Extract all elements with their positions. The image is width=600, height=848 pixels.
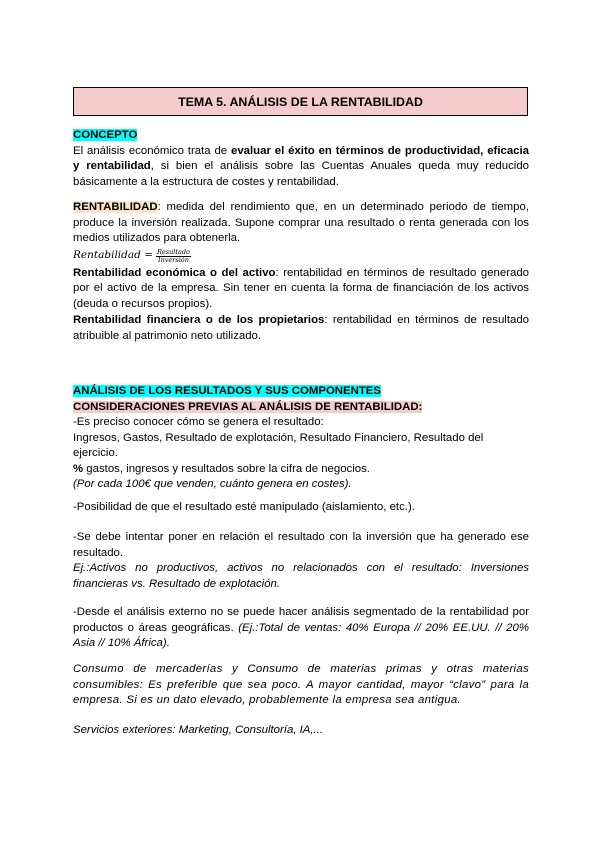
concepto-section [73, 128, 529, 190]
paragraph-inversion-text: -Se debe intentar poner en relación el resultado con la inversión que ha generado ese resultado. [73, 531, 529, 559]
concepto-heading: CONCEPTO [73, 129, 138, 141]
paragraph-servicios: Servicios exteriores: Marketing, Consultoría, IA,... [73, 724, 324, 736]
rentabilidad-economica-term: Rentabilidad económica o del activo [73, 266, 276, 279]
rentabilidad-economica [73, 266, 529, 313]
concepto-text-bold: evaluar el éxito en términos de productividad, eficacia y rentabilidad [73, 144, 529, 172]
rentabilidad-financiera-def: : rentabilidad en términos de resultado atribuible al patrimonio neto utilizado. [73, 314, 529, 342]
paragraph-inversion-example: Ej.:Activos no productivos, activos no relacionados con el resultado: Inversiones financieras vs. Resultado de explotación. [73, 562, 529, 590]
analisis-line-1: -Es preciso conocer cómo se genera el resultado: [73, 416, 324, 428]
rentabilidad-section [73, 200, 529, 344]
rentabilidad-def: : medida del rendimiento que, en un determinado periodo de tiempo, produce la inversión realizada. Supone comprar una resultado o renta generada con los medios utilizados para obtenerla. [73, 201, 529, 244]
concepto-paragraph [73, 144, 529, 191]
paragraph-segmentado-text: -Desde el análisis externo no se puede hacer análisis segmentado de la rentabilidad por productos o áreas geográficas. [73, 606, 529, 634]
percent-sign: % [73, 462, 84, 475]
rentabilidad-formula [73, 247, 529, 266]
paragraph-consumo: Consumo de mercaderías y Consumo de materias primas y otras materias consumibles: Es preferible que sea poco. A mayor cantidad, mayor “clavo” para la empresa. Si es un dato elevado, probablemente la empresa sea antigua. [73, 663, 529, 706]
rentabilidad-financiera-term: Rentabilidad financiera o de los propietarios [73, 314, 325, 326]
analisis-subheading: CONSIDERACIONES PREVIAS AL ANÁLISIS DE RENTABILIDAD: [73, 400, 423, 413]
analisis-section [73, 384, 529, 493]
rentabilidad-financiera [73, 313, 529, 344]
formula-numerator: Resultado [157, 247, 190, 256]
formula-denominator: Inversión [158, 255, 189, 264]
formula-fraction [156, 249, 191, 264]
analisis-line-3 [73, 462, 529, 478]
analisis-line-3-text: gastos, ingresos y resultados sobre la cifra de negocios. [83, 462, 370, 475]
rentabilidad-definition [73, 200, 529, 247]
page-title-text: TEMA 5. ANÁLISIS DE LA RENTABILIDAD [178, 94, 423, 109]
formula-label: Rentabilidad = [73, 249, 153, 262]
rentabilidad-economica-def: : rentabilidad en términos de resultado generado por el activo de la empresa. Sin tener en cuenta la forma de financiación de los activos (deuda o recursos propios). [73, 266, 529, 310]
rentabilidad-term: RENTABILIDAD [73, 201, 158, 213]
paragraph-segmentado-example: (Ej.:Total de ventas: 40% Europa // 20% EE.UU. // 20% Asia // 10% África). [73, 621, 529, 649]
concepto-text-a: El análisis económico trata de [73, 144, 231, 157]
paragraph-inversion [73, 530, 529, 592]
analisis-line-2: Ingresos, Gastos, Resultado de explotación, Resultado Financiero, Resultado del ejercicio. [73, 431, 484, 459]
paragraph-segmentado [73, 605, 529, 652]
page-title [73, 87, 528, 116]
analisis-heading: ANÁLISIS DE LOS RESULTADOS Y SUS COMPONENTES [73, 385, 382, 397]
analisis-line-4: (Por cada 100€ que venden, cuánto genera en costes). [73, 478, 352, 490]
paragraph-manipulado: -Posibilidad de que el resultado esté manipulado (aislamiento, etc.). [73, 501, 415, 513]
concepto-text-c: , si bien el análisis sobre las Cuentas Anuales queda muy reducido básicamente a la estructura de costes y rentabilidad. [73, 160, 529, 188]
